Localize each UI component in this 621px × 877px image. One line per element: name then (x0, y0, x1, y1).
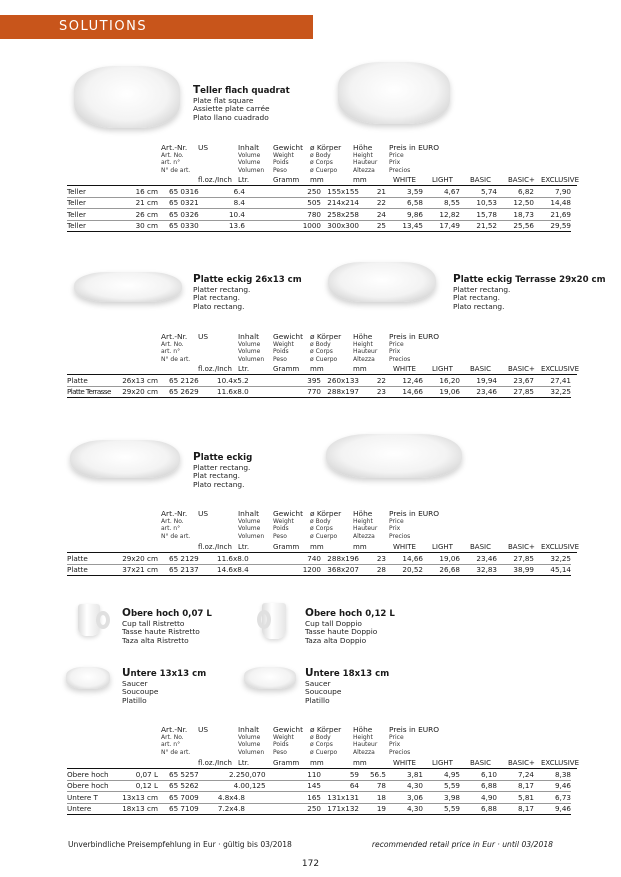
footer-note-de: Unverbindliche Preisempfehlung in Eur · gültig bis 03/2018 (68, 840, 292, 849)
cup-handle-shape (257, 610, 271, 629)
table-cell: 27,41 (550, 375, 571, 385)
col-head-us: US (198, 332, 209, 341)
table-cell: Teller (67, 186, 86, 196)
col-head-gewicht: Gewicht Weight Poids Peso (273, 725, 304, 756)
table-cell: 21,69 (550, 209, 571, 219)
col-head-preis: Preis in EURO Price Prix Precios (389, 332, 440, 363)
table-cell: 8.4 (233, 198, 245, 208)
table-cell: Teller (67, 209, 86, 219)
product-description: Plate flat square Assiette plate carrée Plato llano cuadrado (193, 96, 270, 122)
table-cell: 65 0326 (169, 209, 199, 219)
price-table (67, 186, 571, 232)
table-cell: 258x258 (327, 209, 359, 219)
table-cell: 22 (376, 375, 386, 385)
unit-label: mm (310, 759, 324, 767)
col-head-art: Art.-Nr. Art. No. art. n° N° de art. (161, 509, 191, 540)
table-cell: 28 (376, 565, 386, 575)
table-cell: 288x196 (327, 553, 359, 563)
table-cell (245, 553, 279, 564)
table-cell: 21 cm (135, 198, 158, 208)
table-cell: 4,90 (480, 792, 497, 802)
table-cell: 5,59 (443, 804, 460, 814)
table-cell (245, 220, 279, 232)
col-head-art: Art.-Nr. Art. No. art. n° N° de art. (161, 143, 191, 174)
product-title-2: Platte eckig Terrasse 29x20 cm (453, 273, 606, 285)
table-cell: Platte Terrasse (67, 387, 111, 397)
table-cell: 27,85 (513, 553, 534, 563)
unit-label: fl.oz./Inch (198, 759, 232, 767)
table-cell: 29x20 cm (122, 553, 158, 563)
table-cell (245, 792, 279, 804)
table-row (67, 553, 571, 564)
unit-label: Ltr. (238, 759, 250, 767)
unit-label: BASIC+ (508, 176, 535, 184)
col-head-hoehe: Höhe Height Hauteur Altezza (353, 143, 378, 174)
col-head-preis: Preis in EURO Price Prix Precios (389, 725, 440, 756)
table-cell (245, 375, 279, 386)
table-cell: 29,59 (550, 221, 571, 231)
table-cell: 32,83 (476, 565, 497, 575)
table-row (67, 769, 571, 780)
unit-label: LIGHT (432, 176, 453, 184)
unit-label: mm (353, 176, 367, 184)
section-header-bar (0, 15, 313, 39)
unit-label: WHITE (393, 543, 416, 551)
unit-label: fl.oz./Inch (198, 543, 232, 551)
table-cell: 19,06 (439, 553, 460, 563)
table-cell: 260x133 (327, 375, 359, 385)
col-head-hoehe: Höhe Height Hauteur Altezza (353, 332, 378, 363)
product-title: Obere hoch 0,07 L (122, 607, 212, 619)
unit-label: WHITE (393, 759, 416, 767)
table-cell: 22 (376, 198, 386, 208)
table-cell: 145 (307, 781, 321, 791)
table-cell: 11.6x8.0 (217, 387, 249, 397)
table-cell: 3,06 (406, 792, 423, 802)
unit-label: mm (353, 759, 367, 767)
table-cell: 19,94 (476, 375, 497, 385)
table-cell: 0,12 L (135, 781, 158, 791)
table-cell: 9,86 (406, 209, 423, 219)
cup-handle-shape (96, 611, 110, 629)
col-head-us: US (198, 509, 209, 518)
unit-label: mm (353, 543, 367, 551)
unit-label: WHITE (393, 176, 416, 184)
table-cell: 9,46 (554, 781, 571, 791)
product-description: Cup tall Doppio Tasse haute Doppio Taza alta Doppio (305, 619, 378, 645)
table-cell: Obere hoch (67, 781, 109, 791)
table-cell: 110 (307, 769, 321, 779)
table-cell: 9,46 (554, 804, 571, 814)
table-cell: 25 (376, 221, 386, 231)
col-head-group (0, 726, 621, 756)
col-head-inhalt: Inhalt Volume Volume Volumen (238, 332, 265, 363)
table-cell: 12,82 (439, 209, 460, 219)
col-head-gewicht: Gewicht Weight Poids Peso (273, 332, 304, 363)
col-head-inhalt: Inhalt Volume Volume Volumen (238, 143, 265, 174)
table-row (67, 803, 571, 815)
table-cell: 770 (307, 387, 321, 397)
col-head-group (0, 333, 621, 363)
page-number: 172 (301, 859, 320, 869)
table-cell: 780 (307, 209, 321, 219)
plate-square-image-small (74, 66, 180, 128)
col-head-gewicht: Gewicht Weight Poids Peso (273, 509, 304, 540)
unit-label: LIGHT (432, 543, 453, 551)
table-cell: 59 (349, 769, 359, 779)
unit-label: BASIC (470, 176, 491, 184)
table-cell: 11.6x8.0 (217, 553, 249, 563)
table-cell: Platte (67, 553, 88, 563)
unit-label: EXCLUSIVE (541, 543, 579, 551)
platter-image (74, 272, 182, 302)
table-cell: 8,17 (517, 804, 534, 814)
table-cell: 15,78 (476, 209, 497, 219)
table-cell: 6,82 (517, 186, 534, 196)
unit-label: BASIC+ (508, 543, 535, 551)
table-cell: 65 0330 (169, 221, 199, 231)
table-cell: 65 2137 (169, 565, 199, 575)
unit-label: LIGHT (432, 365, 453, 373)
col-head-preis: Preis in EURO Price Prix Precios (389, 509, 440, 540)
platter-terrasse-image (328, 262, 436, 302)
table-cell (245, 386, 279, 398)
unit-label: BASIC (470, 543, 491, 551)
table-cell: 131x131 (327, 792, 359, 802)
table-cell: Untere (67, 804, 92, 814)
table-cell: 21 (376, 186, 386, 196)
table-cell: 250 (307, 804, 321, 814)
unit-label: Gramm (273, 543, 300, 551)
product-description: Cup tall Ristretto Tasse haute Ristretto Taza alta Ristretto (122, 619, 200, 645)
unit-label: BASIC+ (508, 365, 535, 373)
table-cell: 30 cm (135, 221, 158, 231)
col-head-art: Art.-Nr. Art. No. art. n° N° de art. (161, 725, 191, 756)
unit-label: EXCLUSIVE (541, 759, 579, 767)
table-cell: 2.25 (228, 769, 245, 779)
col-head-koerper: ø Körper ø Body ø Corps ø Cuerpo (310, 725, 342, 756)
col-head-inhalt: Inhalt Volume Volume Volumen (238, 509, 265, 540)
table-cell: 65 7109 (169, 804, 199, 814)
unit-label: WHITE (393, 365, 416, 373)
footer-note-en: recommended retail price in Eur · until 03/2018 (371, 840, 553, 849)
table-cell: 5,59 (443, 781, 460, 791)
product-description-2: Platter rectang. Plat rectang. Plato rectang. (453, 285, 511, 311)
product-title: Teller flach quadrat (193, 84, 290, 96)
table-cell: 1200 (302, 565, 321, 575)
table-cell: 45,14 (550, 565, 571, 575)
table-cell: 78 (376, 781, 386, 791)
col-head-preis: Preis in EURO Price Prix Precios (389, 143, 440, 174)
unit-label: BASIC+ (508, 759, 535, 767)
table-row (67, 197, 571, 209)
product-title: Untere 18x13 cm (305, 667, 390, 679)
table-cell: 26x13 cm (122, 375, 158, 385)
unit-label: EXCLUSIVE (541, 176, 579, 184)
table-cell: 12,46 (402, 375, 423, 385)
table-cell: 10.4 (228, 209, 245, 219)
table-cell: 1000 (302, 221, 321, 231)
col-head-hoehe: Höhe Height Hauteur Altezza (353, 725, 378, 756)
unit-label: BASIC (470, 759, 491, 767)
table-cell: 13.6 (228, 221, 245, 231)
table-cell: 25,56 (513, 221, 534, 231)
table-cell: 0,125 (245, 781, 266, 791)
product-description: Saucer Soucoupe Platillo (122, 679, 159, 705)
unit-label: Ltr. (238, 365, 250, 373)
table-cell: 65 0316 (169, 186, 199, 196)
table-cell: Platte (67, 565, 88, 575)
table-row (67, 386, 571, 398)
table-cell: 13x13 cm (122, 792, 158, 802)
table-cell: 300x300 (327, 221, 359, 231)
table-cell (245, 564, 279, 576)
table-cell: 6,58 (406, 198, 423, 208)
table-cell: 165 (307, 792, 321, 802)
table-cell: 20,52 (402, 565, 423, 575)
table-cell: 65 5257 (169, 769, 199, 779)
table-cell: 6,88 (480, 781, 497, 791)
table-cell: 10,53 (476, 198, 497, 208)
table-cell: 18x13 cm (122, 804, 158, 814)
table-cell: 27,85 (513, 387, 534, 397)
table-cell: 5,74 (480, 186, 497, 196)
table-cell: 5,81 (517, 792, 534, 802)
plate-square-image-large (338, 62, 450, 124)
table-cell: 4.8x4.8 (217, 792, 245, 802)
price-table (67, 375, 571, 398)
table-cell: 56.5 (369, 769, 386, 779)
table-cell: 65 2126 (169, 375, 199, 385)
unit-label: Gramm (273, 176, 300, 184)
table-cell: 8,17 (517, 781, 534, 791)
table-cell: 19 (376, 804, 386, 814)
table-cell: 18,73 (513, 209, 534, 219)
table-cell: 368x207 (327, 565, 359, 575)
unit-label: BASIC (470, 365, 491, 373)
table-cell: 155x155 (327, 186, 359, 196)
price-table (67, 553, 571, 576)
col-head-koerper: ø Körper ø Body ø Corps ø Cuerpo (310, 332, 342, 363)
table-cell: 32,25 (550, 553, 571, 563)
product-title: Untere 13x13 cm (122, 667, 207, 679)
table-cell: Obere hoch (67, 769, 109, 779)
table-cell: 740 (307, 553, 321, 563)
table-cell: 4,67 (443, 186, 460, 196)
table-cell: 3,98 (443, 792, 460, 802)
col-head-inhalt: Inhalt Volume Volume Volumen (238, 725, 265, 756)
table-row (67, 209, 571, 221)
table-row (67, 186, 571, 197)
product-title: Obere hoch 0,12 L (305, 607, 395, 619)
table-cell: 23,46 (476, 387, 497, 397)
table-cell (245, 186, 279, 197)
table-cell: Teller (67, 198, 86, 208)
table-cell: 38,99 (513, 565, 534, 575)
table-cell: 24 (376, 209, 386, 219)
table-cell: 21,52 (476, 221, 497, 231)
table-cell: 8,55 (443, 198, 460, 208)
table-cell: 6,10 (480, 769, 497, 779)
unit-label: Ltr. (238, 176, 250, 184)
table-cell: 26 cm (135, 209, 158, 219)
table-cell: 12,50 (513, 198, 534, 208)
product-title: Platte eckig 26x13 cm (193, 273, 302, 285)
table-cell: 26,68 (439, 565, 460, 575)
table-cell: 4,30 (406, 804, 423, 814)
table-cell: 171x132 (327, 804, 359, 814)
unit-label: Gramm (273, 759, 300, 767)
table-cell: 23,46 (476, 553, 497, 563)
table-cell: 6.4 (233, 186, 245, 196)
table-cell: 65 7009 (169, 792, 199, 802)
table-cell (245, 803, 279, 815)
table-cell: 14,66 (402, 553, 423, 563)
table-cell: 19,06 (439, 387, 460, 397)
table-row (67, 792, 571, 804)
col-head-us: US (198, 143, 209, 152)
table-cell: 250 (307, 186, 321, 196)
table-cell: 14,66 (402, 387, 423, 397)
product-description: Saucer Soucoupe Platillo (305, 679, 342, 705)
product-title: Platte eckig (193, 451, 253, 463)
table-cell: 8,38 (554, 769, 571, 779)
table-row (67, 564, 571, 576)
table-cell: 37x21 cm (122, 565, 158, 575)
table-cell: Teller (67, 221, 86, 231)
table-cell: 6,73 (554, 792, 571, 802)
table-cell: 7.2x4.8 (217, 804, 245, 814)
table-cell: 4.0 (233, 781, 245, 791)
table-cell: 32,25 (550, 387, 571, 397)
table-row (67, 780, 571, 792)
table-cell: 7,90 (554, 186, 571, 196)
section-header-title: SOLUTIONS (59, 19, 148, 34)
unit-label: LIGHT (432, 759, 453, 767)
col-head-art: Art.-Nr. Art. No. art. n° N° de art. (161, 332, 191, 363)
table-cell: 18 (376, 792, 386, 802)
col-head-group (0, 510, 621, 540)
col-head-us: US (198, 725, 209, 734)
table-cell: 288x197 (327, 387, 359, 397)
platter-image-large (326, 434, 462, 478)
table-cell: 16,20 (439, 375, 460, 385)
table-cell: 23 (376, 553, 386, 563)
unit-label: Gramm (273, 365, 300, 373)
table-cell: 17,49 (439, 221, 460, 231)
table-cell: 65 2629 (169, 387, 199, 397)
table-cell: Platte (67, 375, 88, 385)
saucer-small-image (66, 667, 110, 689)
table-cell: 23,67 (513, 375, 534, 385)
table-cell: 65 5262 (169, 781, 199, 791)
table-cell: 395 (307, 375, 321, 385)
table-cell: 29x20 cm (122, 387, 158, 397)
unit-label: EXCLUSIVE (541, 365, 579, 373)
table-cell: 3,59 (406, 186, 423, 196)
table-cell: 4,95 (443, 769, 460, 779)
platter-image-small (70, 440, 180, 478)
table-cell: 3,81 (406, 769, 423, 779)
product-description: Platter rectang. Plat rectang. Plato rectang. (193, 463, 251, 489)
unit-label: fl.oz./Inch (198, 365, 232, 373)
table-cell: 16 cm (135, 186, 158, 196)
table-cell: 14.6x8.4 (217, 565, 249, 575)
col-head-koerper: ø Körper ø Body ø Corps ø Cuerpo (310, 509, 342, 540)
table-cell (245, 197, 279, 209)
table-cell: 65 0321 (169, 198, 199, 208)
table-cell: 13,45 (402, 221, 423, 231)
col-head-gewicht: Gewicht Weight Poids Peso (273, 143, 304, 174)
col-head-group (0, 144, 621, 174)
table-cell: 65 2129 (169, 553, 199, 563)
table-cell: 214x214 (327, 198, 359, 208)
unit-label: mm (353, 365, 367, 373)
table-row (67, 375, 571, 386)
table-cell: 10.4x5.2 (217, 375, 249, 385)
unit-label: mm (310, 176, 324, 184)
product-description: Platter rectang. Plat rectang. Plato rectang. (193, 285, 251, 311)
table-cell: 23 (376, 387, 386, 397)
table-cell: 505 (307, 198, 321, 208)
unit-label: Ltr. (238, 543, 250, 551)
saucer-large-image (244, 667, 296, 689)
table-cell: 64 (349, 781, 359, 791)
col-head-koerper: ø Körper ø Body ø Corps ø Cuerpo (310, 143, 342, 174)
unit-label: mm (310, 543, 324, 551)
table-cell: 7,24 (517, 769, 534, 779)
table-cell (245, 209, 279, 221)
table-row (67, 220, 571, 232)
table-cell: 14,48 (550, 198, 571, 208)
price-table (67, 769, 571, 815)
table-cell: 0,070 (245, 769, 266, 779)
table-cell: 0,07 L (135, 769, 158, 779)
unit-label: mm (310, 365, 324, 373)
table-cell: Untere T (67, 792, 98, 802)
table-cell: 6,88 (480, 804, 497, 814)
col-head-hoehe: Höhe Height Hauteur Altezza (353, 509, 378, 540)
table-cell: 4,30 (406, 781, 423, 791)
unit-label: fl.oz./Inch (198, 176, 232, 184)
